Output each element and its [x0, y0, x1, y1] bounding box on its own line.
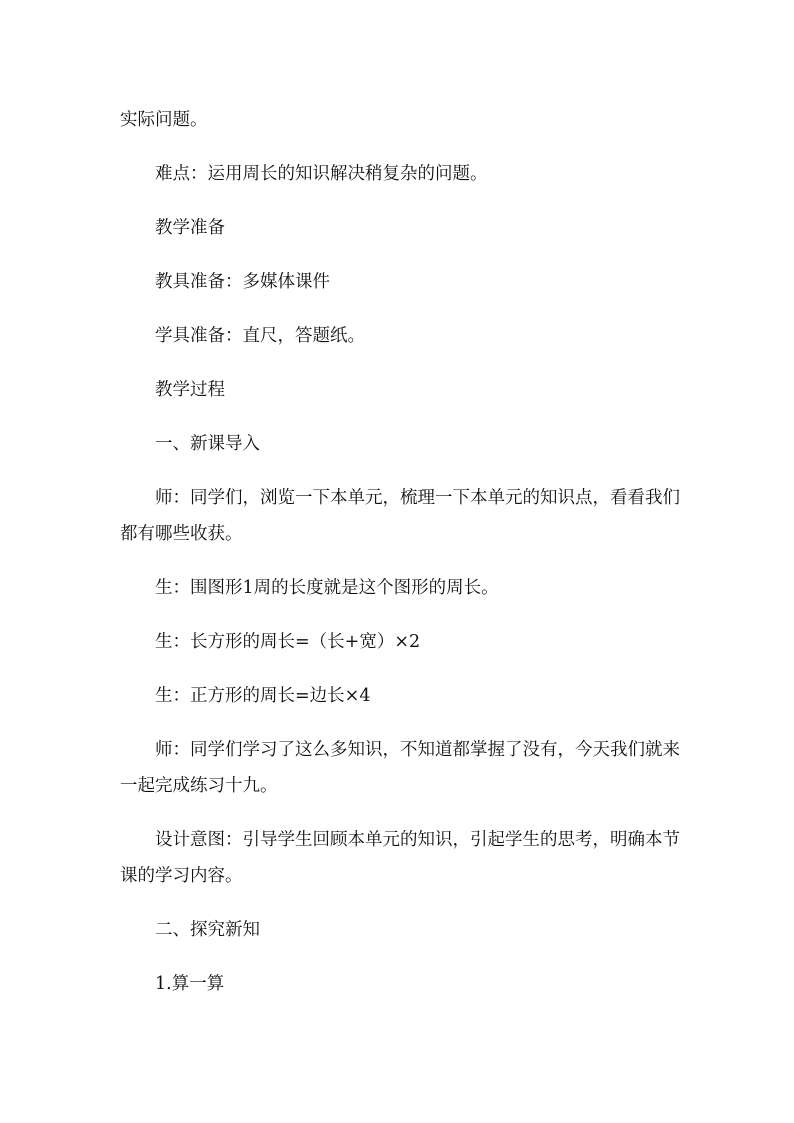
heading-new-lesson-intro: 一、新课导入 — [155, 434, 260, 454]
paragraph-learning-tools: 学具准备：直尺，答题纸。 — [155, 326, 365, 346]
paragraph-teacher-exercise: 师：同学们学习了这么多知识，不知道都掌握了没有，今天我们就来一起完成练习十九。 — [120, 740, 680, 796]
paragraph-teaching-aids: 教具准备：多媒体课件 — [155, 272, 330, 292]
heading-calculate: 1.算一算 — [155, 974, 225, 994]
heading-teaching-process: 教学过程 — [155, 380, 225, 400]
document-body — [120, 102, 680, 1020]
paragraph-design-intent: 设计意图：引导学生回顾本单元的知识，引起学生的思考，明确本节课的学习内容。 — [120, 830, 680, 886]
paragraph-difficulty: 难点：运用周长的知识解决稍复杂的问题。 — [155, 164, 488, 184]
paragraph-continuation: 实际问题。 — [120, 110, 208, 130]
paragraph-student-rectangle-formula: 生：长方形的周长=（长+宽）×2 — [155, 632, 421, 652]
heading-teaching-preparation: 教学准备 — [155, 218, 225, 238]
paragraph-student-square-formula: 生：正方形的周长=边长×4 — [155, 686, 371, 706]
paragraph-student-perimeter-definition: 生：围图形1周的长度就是这个图形的周长。 — [155, 578, 499, 598]
paragraph-teacher-review: 师：同学们，浏览一下本单元，梳理一下本单元的知识点，看看我们都有哪些收获。 — [120, 488, 680, 544]
heading-explore-new-knowledge: 二、探究新知 — [155, 920, 260, 940]
